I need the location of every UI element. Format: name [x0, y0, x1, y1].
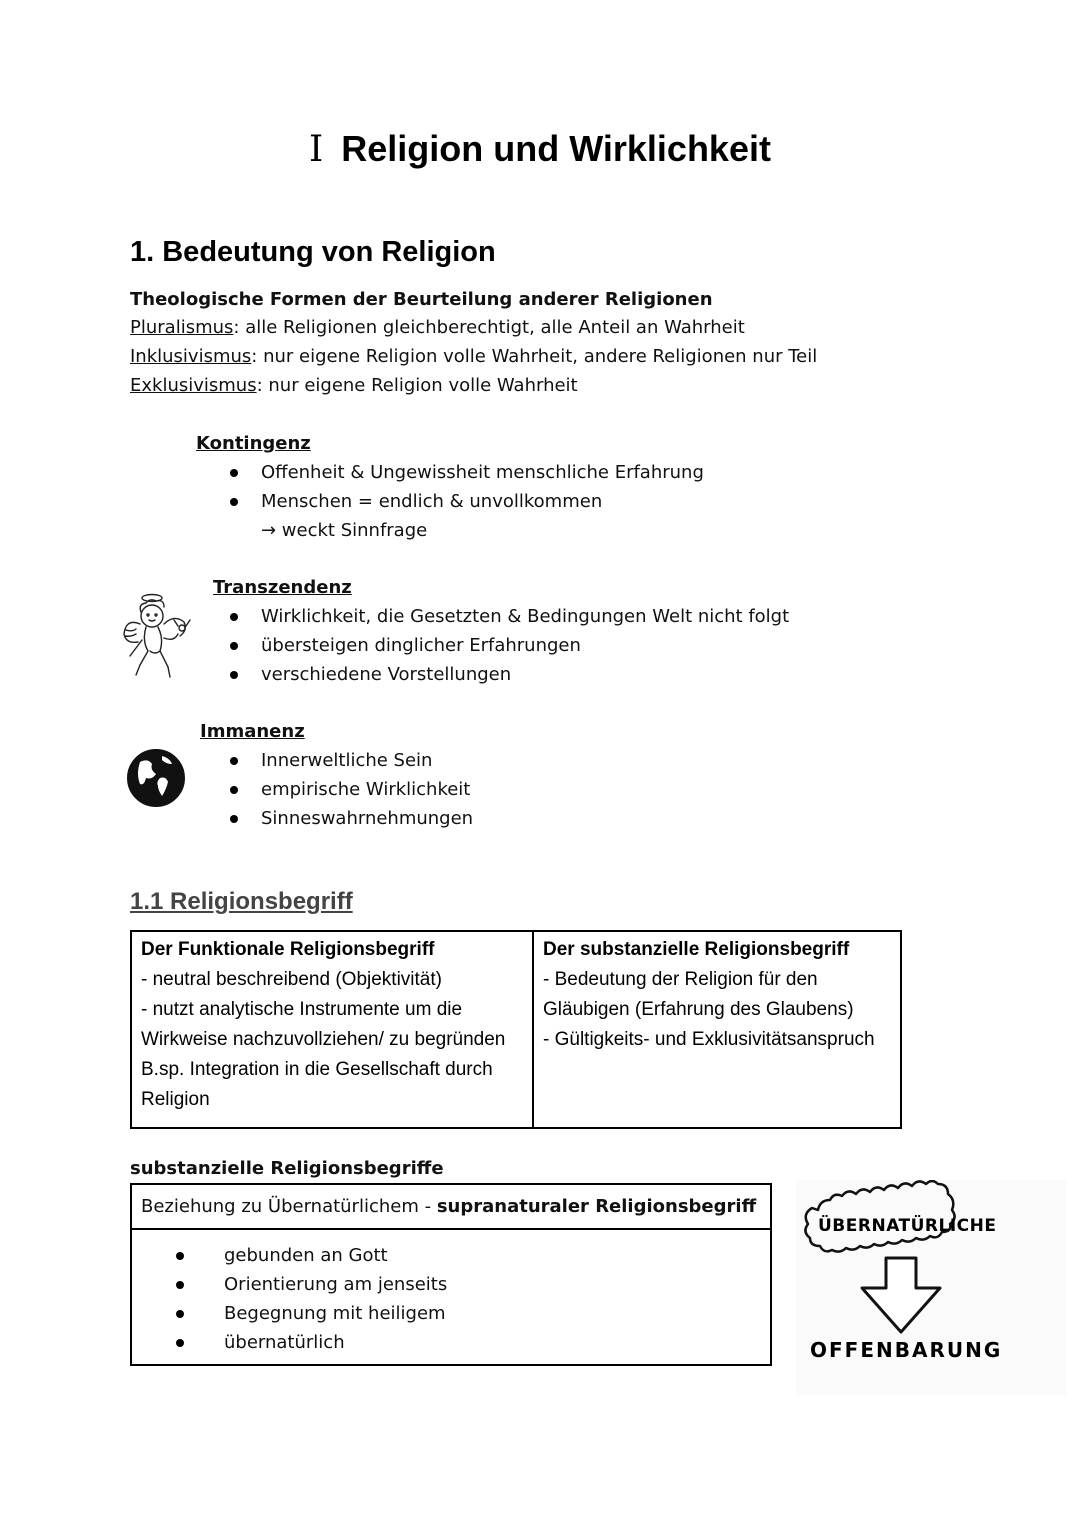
cell-line: - Bedeutung der Religion für den Gläubigen (Erfahrung des Glaubens): [543, 969, 854, 1020]
form-exklusivismus: [130, 375, 578, 396]
transzendenz-heading: Transzendenz: [213, 577, 352, 598]
list-item: Begegnung mit heiligem: [176, 1299, 770, 1328]
form-text: : alle Religionen gleichberechtigt, alle Anteil an Wahrheit: [233, 317, 745, 338]
list-item: übernatürlich: [176, 1328, 770, 1357]
box-header: [132, 1185, 770, 1230]
page-title: [0, 128, 1080, 170]
list-item: gebunden an Gott: [176, 1241, 770, 1270]
religionsbegriff-table: [130, 930, 902, 1129]
supranatural-box: [130, 1183, 772, 1366]
form-text: : nur eigene Religion volle Wahrheit: [256, 375, 578, 396]
cell-header: Der Funktionale Religionsbegriff: [141, 939, 435, 960]
list-item: Offenheit & Ungewissheit menschliche Erfahrung: [230, 458, 704, 487]
title-text: Religion und Wirklichkeit: [341, 128, 771, 169]
section-heading-religionsbegriff: 1.1 Religionsbegriff: [130, 888, 353, 915]
section-heading-bedeutung: 1. Bedeutung von Religion: [130, 236, 496, 268]
list-item: empirische Wirklichkeit: [230, 775, 473, 804]
cell-line: - nutzt analytische Instrumente um die Wirkweise nachzuvollziehen/ zu begründen: [141, 999, 506, 1050]
list-item: Menschen = endlich & unvollkommen: [230, 487, 704, 516]
title-numeral: I: [309, 129, 324, 170]
form-text: : nur eigene Religion volle Wahrheit, andere Religionen nur Teil: [251, 346, 818, 367]
form-term: Pluralismus: [130, 317, 234, 338]
cell-line: B.sp. Integration in die Gesellschaft durch Religion: [141, 1059, 493, 1110]
list-item: Sinneswahrnehmungen: [230, 804, 473, 833]
form-term: Inklusivismus: [130, 346, 252, 367]
box-header-bold: supranaturaler Religionsbegriff: [436, 1196, 757, 1217]
sketch-top-label: ÜBERNATÜRLICHE: [818, 1216, 997, 1236]
angel-icon: [120, 590, 202, 682]
globe-icon: [126, 748, 186, 808]
offenbarung-sketch: [796, 1180, 1066, 1395]
table-cell-substanziell: [533, 931, 901, 1128]
kontingenz-note: → weckt Sinnfrage: [261, 520, 428, 541]
transzendenz-list: [230, 602, 789, 689]
cell-header: Der substanzielle Religionsbegriff: [543, 939, 850, 960]
cell-line: - neutral beschreibend (Objektivität): [141, 969, 442, 990]
immanenz-list: [230, 746, 473, 833]
subheading-formen: Theologische Formen der Beurteilung anderer Religionen: [130, 289, 713, 310]
list-item: Wirklichkeit, die Gesetzten & Bedingungen Welt nicht folgt: [230, 602, 789, 631]
table-cell-funktional: [131, 931, 533, 1128]
kontingenz-heading: Kontingenz: [196, 433, 311, 454]
form-inklusivismus: [130, 346, 817, 367]
form-pluralismus: [130, 317, 745, 338]
form-term: Exklusivismus: [130, 375, 257, 396]
down-arrow-icon: [856, 1254, 946, 1336]
list-item: übersteigen dinglicher Erfahrungen: [230, 631, 789, 660]
list-item: Orientierung am jenseits: [176, 1270, 770, 1299]
list-item: verschiedene Vorstellungen: [230, 660, 789, 689]
kontingenz-list: [230, 458, 704, 545]
immanenz-heading: Immanenz: [200, 721, 305, 742]
box-header-plain: Beziehung zu Übernatürlichem -: [141, 1196, 437, 1217]
cell-line: - Gültigkeits- und Exklusivitätsanspruch: [543, 1029, 875, 1050]
substanziell-heading: substanzielle Religionsbegriffe: [130, 1158, 444, 1179]
sketch-bottom-label: OFFENBARUNG: [810, 1338, 1003, 1362]
list-item: Innerweltliche Sein: [230, 746, 473, 775]
